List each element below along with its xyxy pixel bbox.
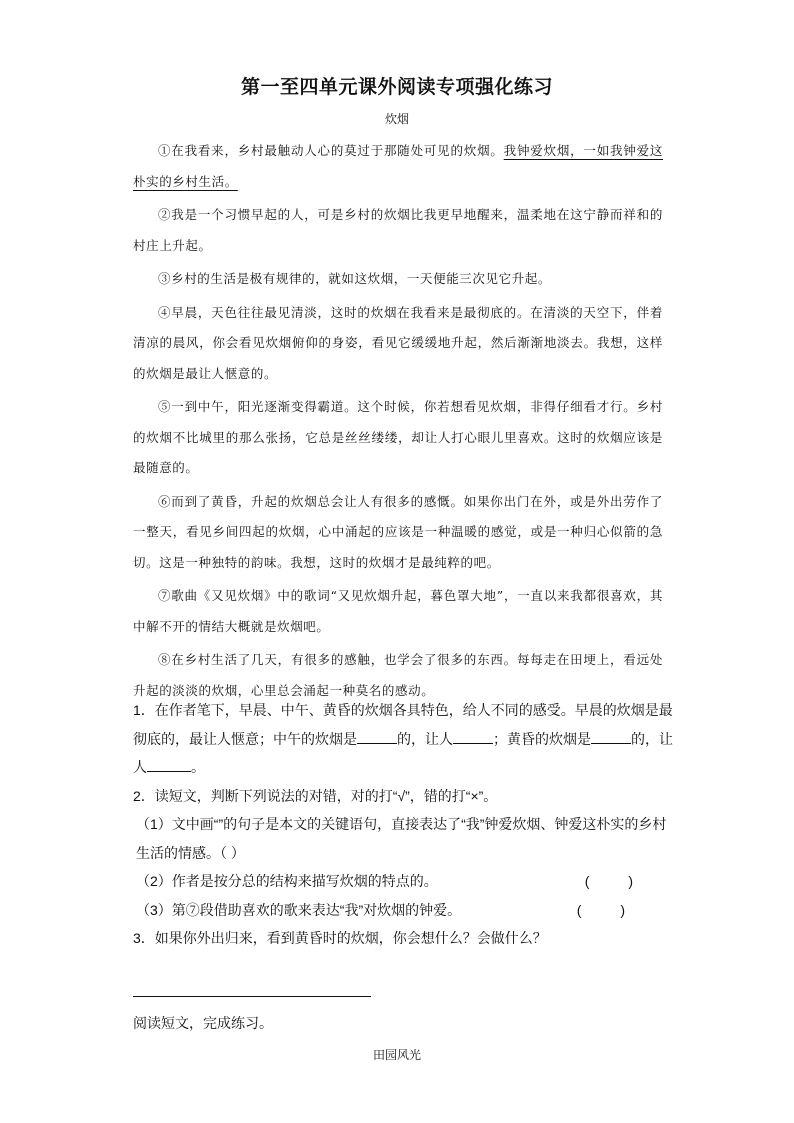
answer-parentheses[interactable]: ( ) [584, 873, 633, 889]
answer-blank[interactable] [147, 755, 191, 772]
answer-parentheses[interactable]: ( ) [576, 901, 625, 918]
paragraph-2: ②我是一个习惯早起的人，可是乡村的炊烟比我更早地醒来，温柔地在这宁静而祥和的村庄上升起。 [133, 207, 663, 253]
paragraph-1-text: ①在我看来，乡村最触动人心的莫过于那随处可见的炊烟。 [158, 143, 504, 158]
paragraph-4: ④早晨，天色往往最见清淡，这时的炊烟在我看来是最彻底的。在清淡的天空下，伴着清凉的晨风，你会看见炊烟俯仰的身姿，看见它缓缓地升起，然后渐渐地淡去。我想，这样的炊烟是最让人惬意的。 [133, 304, 663, 381]
paragraph-3: ③乡村的生活是极有规律的，就如这炊烟，一天便能三次见它升起。 [158, 271, 552, 286]
instruction-text: 阅读短文，完成练习。 [133, 1015, 273, 1031]
question-2-1: （1）文中画“”的句子是本文的关键语句，直接表达了“我”钟爱炊烟、钟爱这朴实的乡村生活的情感。（ ） [136, 816, 667, 861]
paragraph-1 [133, 136, 663, 197]
paragraph-7: ⑦歌曲《又见炊烟》中的歌词“又见炊烟升起，暮色罩大地”，一直以来我都很喜欢，其中解不开的情结大概就是炊烟吧。 [133, 588, 663, 634]
question-2: 2．读短文，判断下列说法的对错，对的打“√”，错的打“×”。 [133, 787, 498, 804]
question-2-2: （2）作者是按分总的结构来描写炊烟的特点的。 ( ) [133, 867, 673, 896]
paragraph-5: ⑤一到中午，阳光逐渐变得霸道。这个时候，你若想看见炊烟，非得仔细看才行。乡村的炊烟不比城里的那么张扬，它总是丝丝缕缕，却让人打心眼儿里喜欢。这时的炊烟应该是最随意的。 [133, 399, 663, 475]
question-3: 3．如果你外出归来，看到黄昏时的炊烟，你会想什么？会做什么？ [133, 930, 547, 946]
answer-blank[interactable] [357, 727, 397, 744]
question-1: 1．在作者笔下，早晨、中午、黄昏的炊烟各具特色，给人不同的感受。早晨的炊烟是最彻底的，最让人惬意；中午的炊烟是 的，让人 ；黄昏的炊烟是 的，让人 。 [133, 702, 673, 775]
paragraph-8: ⑧在乡村生活了几天，有很多的感触，也学会了很多的东西。每每走在田埂上，看远处升起的淡淡的炊烟，心里总会涌起一种莫名的感动。 [133, 652, 663, 698]
answer-line[interactable] [133, 996, 371, 997]
questions-section [133, 696, 673, 953]
question-2-3: （3）第⑦段借助喜欢的歌来表达“我”对炊烟的钟爱。 ( ) [133, 896, 673, 925]
key-sentence-underlined: 我钟爱炊烟，一如我钟爱这朴实的乡村生活。 [133, 143, 663, 189]
worksheet-title: 第一至四单元课外阅读专项强化练习 [240, 76, 553, 98]
passage-title: 炊烟 [384, 112, 409, 126]
passage-body [133, 136, 663, 706]
paragraph-6: ⑥而到了黄昏，升起的炊烟总会让人有很多的感慨。如果你出门在外，或是外出劳作了一整天，看见乡间四起的炊烟，心中涌起的应该是一种温暖的感觉，或是一种归心似箭的急切。这是一种独特的韵味。我想，这时的炊烟才是最纯粹的吧。 [133, 493, 663, 570]
next-passage-title: 田园风光 [372, 1048, 421, 1062]
answer-blank[interactable] [453, 727, 493, 744]
answer-blank[interactable] [591, 727, 631, 744]
